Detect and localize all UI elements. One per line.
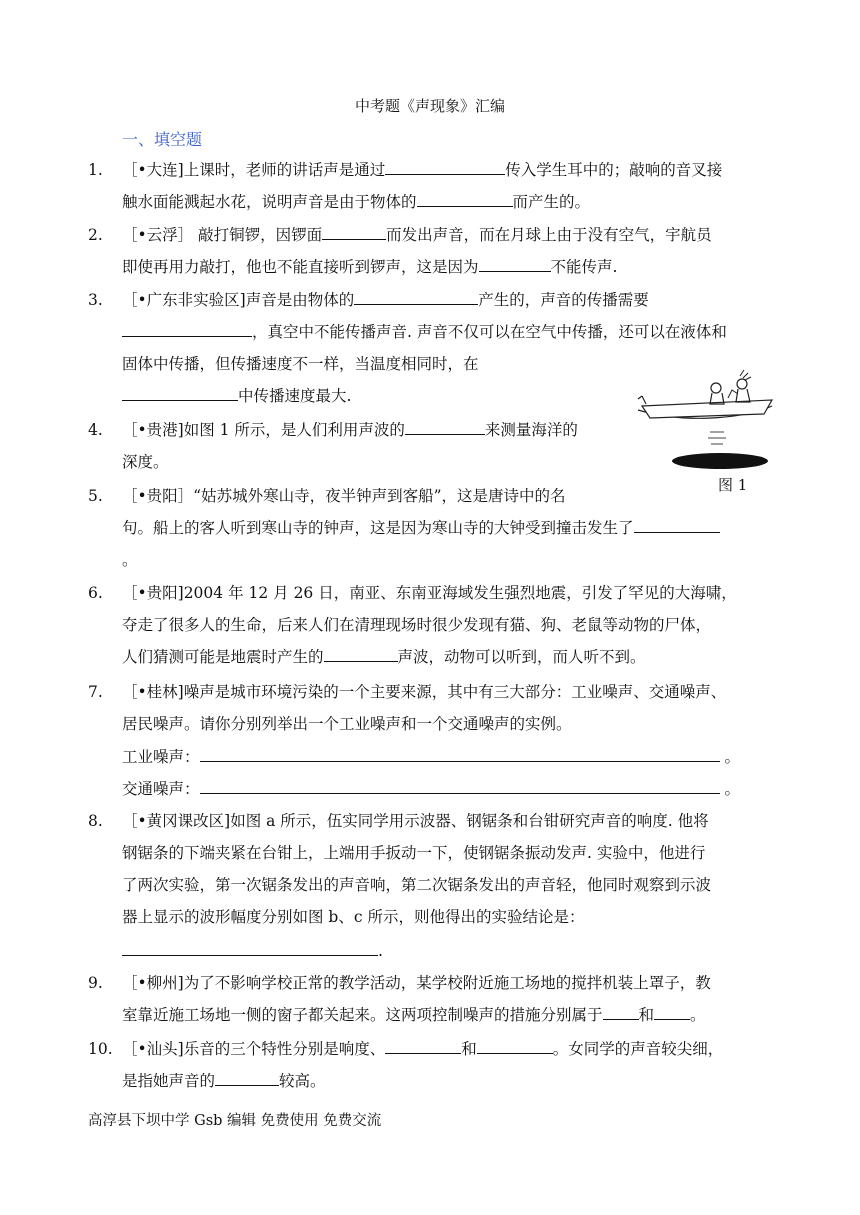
answer-blank[interactable] <box>417 189 513 207</box>
figure-label: 图 1 <box>718 476 748 494</box>
question-text: ［•贵港]如图 1 所示，是人们利用声波的 <box>122 421 405 439</box>
answer-blank[interactable] <box>477 1036 553 1054</box>
question-6 <box>88 577 798 673</box>
answer-blank[interactable] <box>354 287 478 305</box>
answer-blank[interactable] <box>122 383 238 401</box>
question-text: 和 <box>461 1040 477 1058</box>
question-text: . <box>378 942 383 960</box>
answer-blank[interactable] <box>200 743 720 762</box>
question-9 <box>88 967 798 1031</box>
question-number: 9. <box>88 974 103 992</box>
document-title: 中考题《声现象》汇编 <box>354 97 505 115</box>
question-8 <box>88 805 798 933</box>
answer-blank[interactable] <box>479 254 551 272</box>
question-2 <box>88 219 798 283</box>
answer-blank[interactable] <box>634 515 720 533</box>
question-1 <box>88 154 798 218</box>
answer-blank[interactable] <box>122 319 252 337</box>
boat-sonar-figure <box>632 368 782 498</box>
question-text: 和 <box>638 1006 655 1024</box>
conclusion-row <box>122 935 383 967</box>
question-text: ［•黄冈课改区]如图 a 所示，伍实同学用示波器、钢锯条和台钳研究声音的响度. 他将 <box>122 812 709 830</box>
question-number: 4. <box>88 421 103 439</box>
question-text: 。 <box>690 1006 706 1024</box>
question-text: 夺走了很多人的生命，后来人们在清理现场时很少发现有猫、狗、老鼠等动物的尸体， <box>122 616 712 634</box>
question-text: 固体中传播，但传播速度不一样，当温度相同时，在 <box>122 355 479 373</box>
question-text: 较高。 <box>279 1072 326 1090</box>
question-text: 。女同学的声音较尖细， <box>552 1040 724 1058</box>
question-number: 2. <box>88 226 103 244</box>
question-text: 句。船上的客人听到寒山寺的钟声，这是因为寒山寺的大钟受到撞击发生了 <box>122 519 634 537</box>
question-text: 器上显示的波形幅度分别如图 b、c 所示，则他得出的实验结论是： <box>122 908 585 926</box>
question-text: 触水面能溅起水花，说明声音是由于物体的 <box>122 193 417 211</box>
question-text: 即使再用力敲打，他也不能直接听到锣声，这是因为 <box>122 258 479 276</box>
answer-blank[interactable] <box>215 1068 279 1086</box>
question-number: 5. <box>88 487 103 505</box>
section-heading: 一、填空题 <box>122 130 203 149</box>
question-number: 3. <box>88 291 103 309</box>
question-text: ［•柳州]为了不影响学校正常的教学活动，某学校附近施工场地的搅拌机装上罩子，教 <box>122 974 711 992</box>
question-text: 钢锯条的下端夹紧在台钳上，上端用手扳动一下，使钢锯条振动发声. 实验中，他进行 <box>122 844 706 862</box>
question-text: ［•广东非实验区]声音是由物体的 <box>122 291 355 309</box>
question-text: 居民噪声。请你分别列举出一个工业噪声和一个交通噪声的实例。 <box>122 715 572 733</box>
row-end: 。 <box>724 748 740 766</box>
answer-blank[interactable] <box>603 1002 639 1020</box>
answer-blank[interactable] <box>200 775 720 794</box>
question-text: ［•桂林]噪声是城市环境污染的一个主要来源，其中有三大部分：工业噪声、交通噪声、 <box>122 683 727 701</box>
question-text: 中传播速度最大. <box>238 387 352 405</box>
row-end: 。 <box>724 780 740 798</box>
industrial-noise-row <box>122 741 740 773</box>
question-number: 1. <box>88 161 103 179</box>
question-text: 来测量海洋的 <box>484 421 578 439</box>
question-number: 10. <box>88 1040 113 1058</box>
page-footer: 高淳县下坝中学 Gsb 编辑 免费使用 免费交流 <box>88 1113 382 1129</box>
question-text: 了两次实验，第一次锯条发出的声音响，第二次锯条发出的声音轻，他同时观察到示波 <box>122 876 712 894</box>
answer-blank[interactable] <box>122 938 378 956</box>
question-text: 。 <box>122 551 138 569</box>
traffic-noise-row <box>122 773 740 805</box>
question-7 <box>88 676 798 740</box>
question-5 <box>88 480 798 576</box>
question-text: 是指她声音的 <box>122 1072 216 1090</box>
question-text: ［•贵阳］“姑苏城外寒山寺，夜半钟声到客船”，这是唐诗中的名 <box>122 487 566 505</box>
answer-blank[interactable] <box>385 1036 461 1054</box>
question-text: ［•汕头]乐音的三个特性分别是响度、 <box>122 1040 386 1058</box>
question-text: ［•云浮］ 敲打铜锣，因锣面 <box>122 226 323 244</box>
question-text: 不能传声. <box>550 258 618 276</box>
question-number: 7. <box>88 683 103 701</box>
question-text: ，真空中不能传播声音. 声音不仅可以在空气中传播，还可以在液体和 <box>252 323 727 341</box>
question-text: 产生的，声音的传播需要 <box>478 291 649 309</box>
answer-blank[interactable] <box>405 417 485 435</box>
answer-blank[interactable] <box>324 644 398 662</box>
answer-blank[interactable] <box>654 1002 690 1020</box>
question-text: 室靠近施工场地一侧的窗子都关起来。这两项控制噪声的措施分别属于 <box>122 1006 603 1024</box>
question-text: 深度。 <box>122 453 169 471</box>
answer-blank[interactable] <box>322 222 386 240</box>
answer-blank[interactable] <box>385 157 505 175</box>
question-text: 声波，动物可以听到，而人听不到。 <box>397 648 646 666</box>
question-text: 传入学生耳中的；敲响的音叉接 <box>505 161 723 179</box>
row-label: 交通噪声： <box>122 780 200 798</box>
question-text: 而发出声音，而在月球上由于没有空气，宇航员 <box>386 226 712 244</box>
question-number: 8. <box>88 812 103 830</box>
question-text: 人们猜测可能是地震时产生的 <box>122 648 324 666</box>
row-label: 工业噪声： <box>122 748 200 766</box>
question-10 <box>88 1033 798 1097</box>
question-text: ［•贵阳]2004 年 12 月 26 日，南亚、东南亚海域发生强烈地震，引发了罕见的大海啸， <box>122 584 737 602</box>
question-text: 而产生的。 <box>512 193 591 211</box>
question-text: ［•大连]上课时，老师的讲话声是通过 <box>122 161 386 179</box>
question-number: 6. <box>88 584 103 602</box>
